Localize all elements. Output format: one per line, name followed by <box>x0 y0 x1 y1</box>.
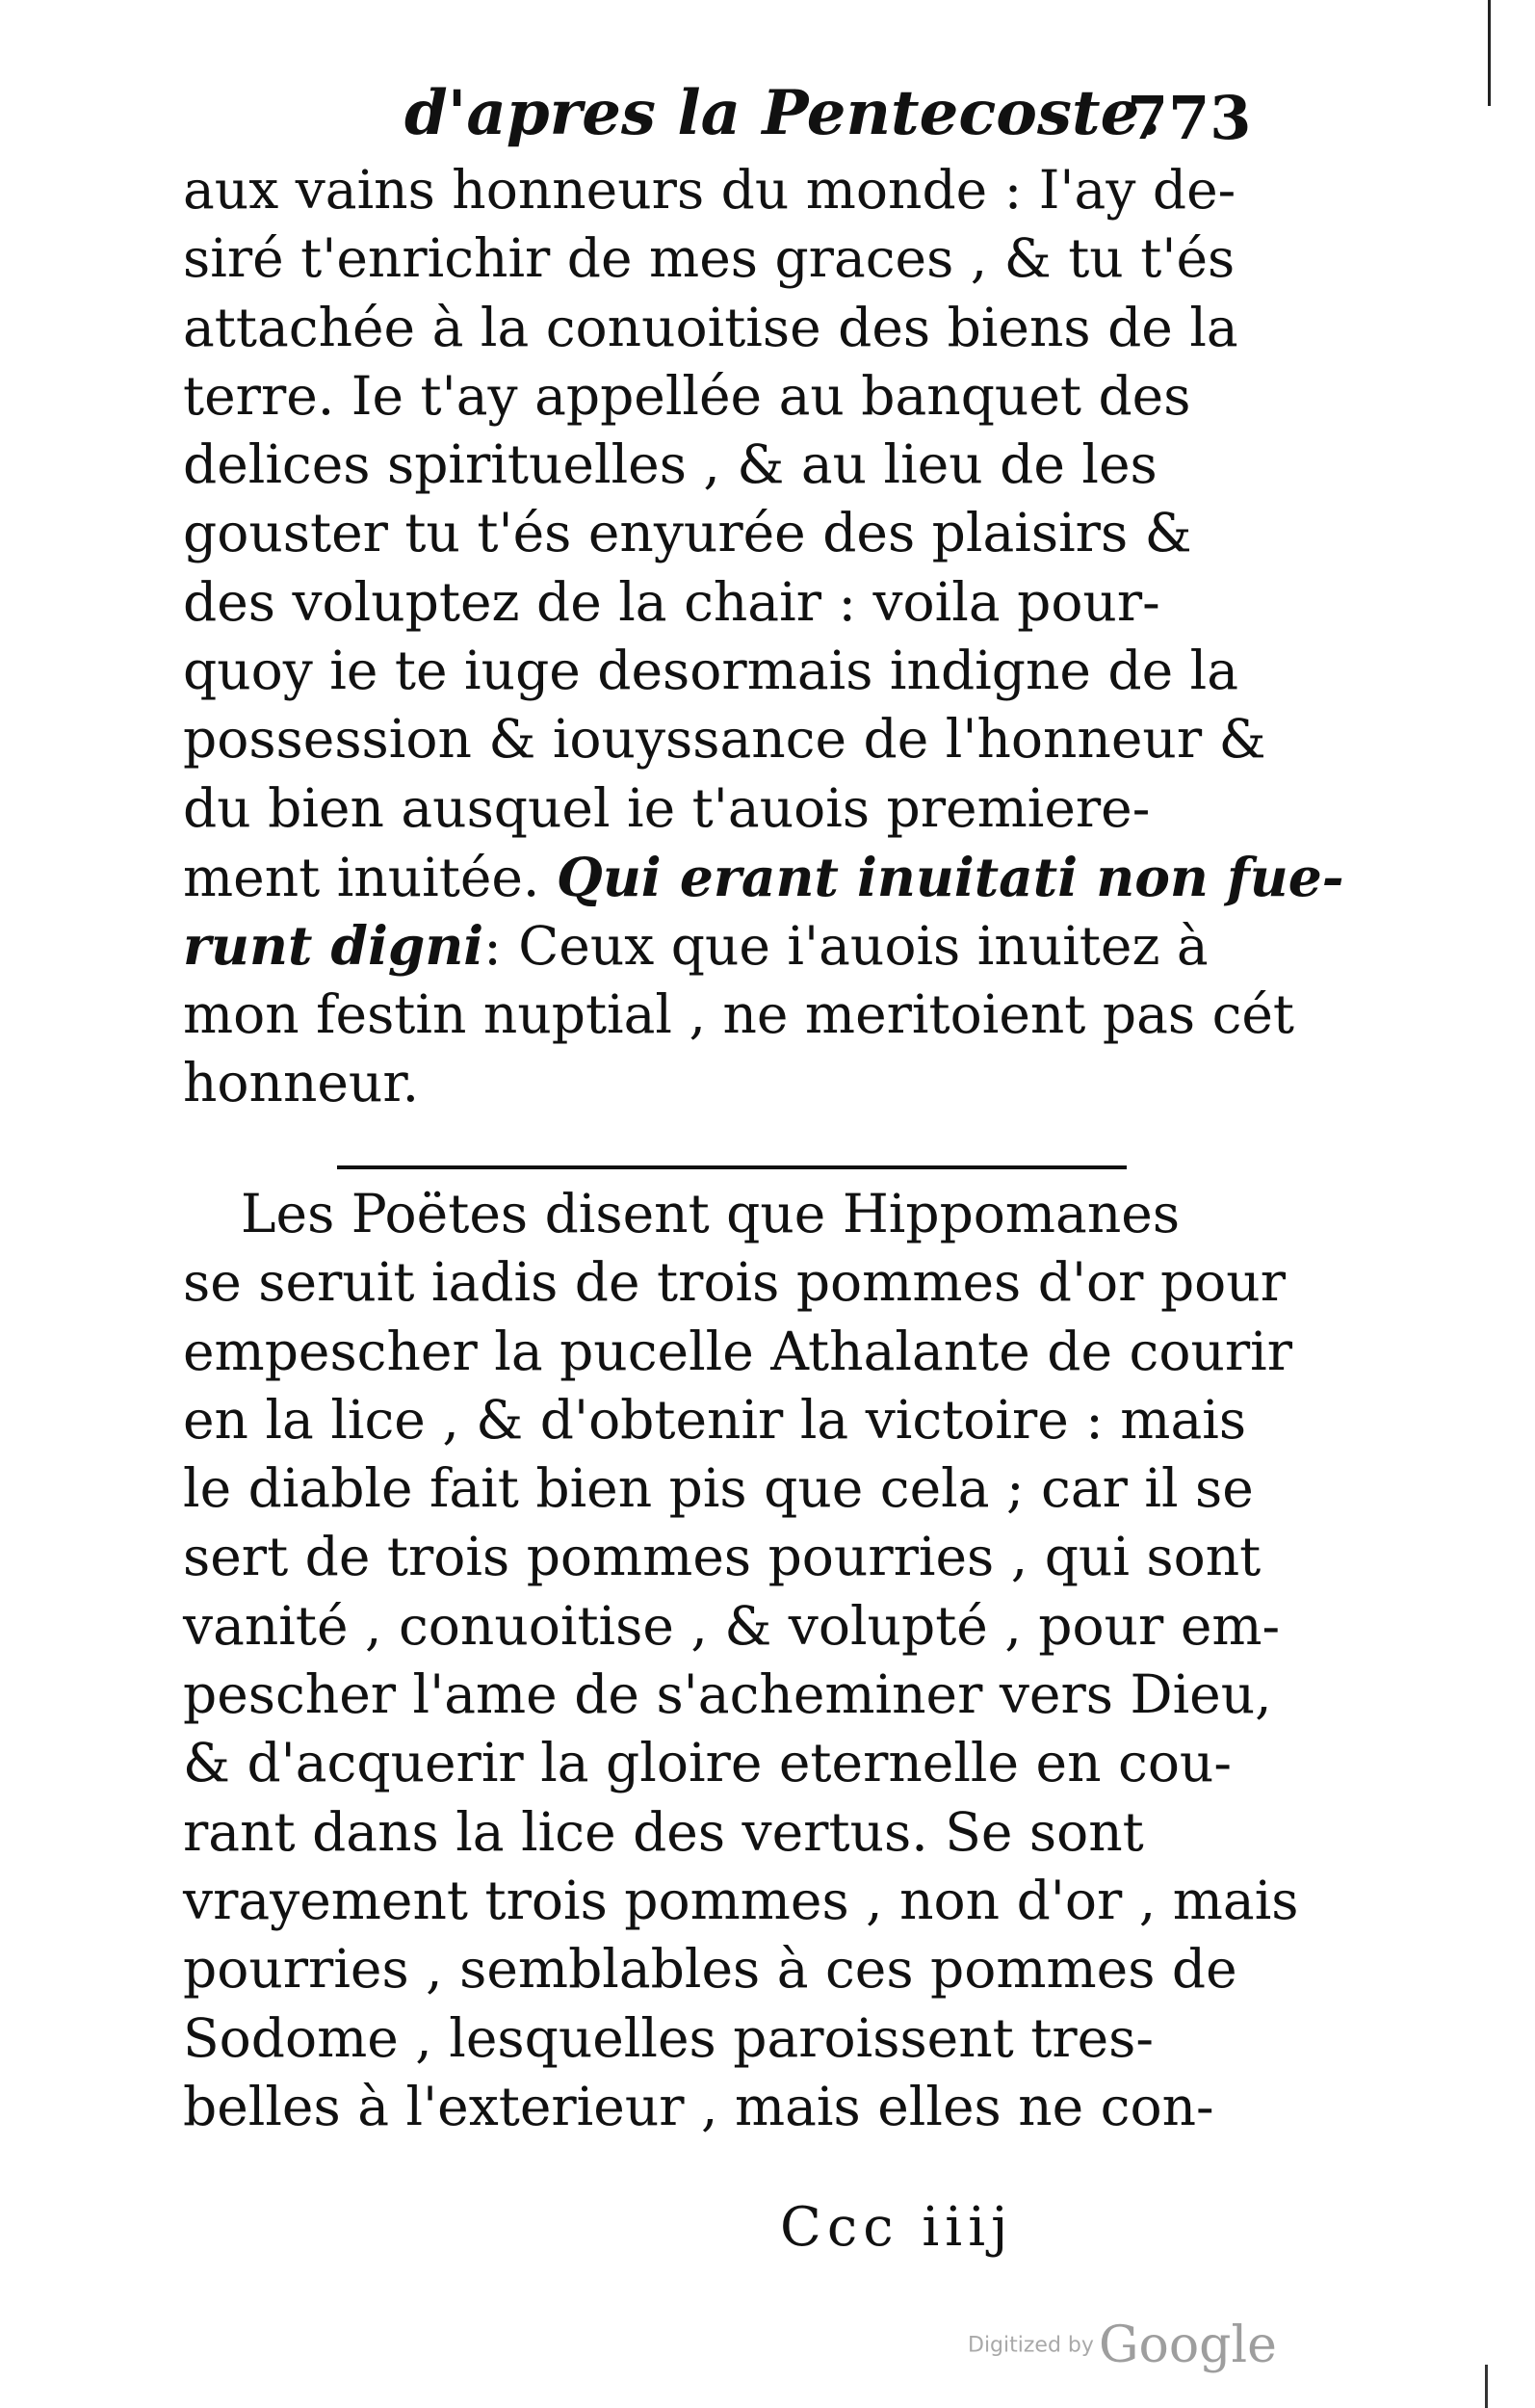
text-line: belles à l'exterieur , mais elles ne con- <box>183 2075 1214 2137</box>
text-line: aux vains honneurs du monde : I'ay de- <box>183 159 1236 221</box>
paragraph <box>183 1180 1299 2141</box>
text-line: se seruit iadis de trois pommes d'or pour <box>183 1251 1286 1314</box>
text-line: en la lice , & d'obtenir la victoire : mais <box>183 1388 1247 1451</box>
text-line: possession & iouyssance de l'honneur & <box>183 708 1266 771</box>
text-line: le diable fait bien pis que cela ; car il se <box>183 1457 1254 1520</box>
text-line <box>183 911 1271 980</box>
text-line: delices spirituelles , & au lieu de les <box>183 433 1158 496</box>
text-line: empescher la pucelle Athalante de courir <box>183 1320 1293 1382</box>
text-line: quoy ie te iuge desormais indigne de la <box>183 640 1239 702</box>
text-line: pourries , semblables à ces pommes de <box>183 1938 1237 2001</box>
text-line: rant dans la lice des vertus. Se sont <box>183 1800 1144 1863</box>
watermark-prefix: Digitized by <box>968 2333 1094 2358</box>
text-segment: : Ceux que i'auois inuitez à <box>483 915 1209 978</box>
paragraph-continued <box>183 156 1344 1117</box>
text-line: attachée à la conuoitise des biens de la <box>183 296 1238 358</box>
text-segment: ment inuitée. <box>183 846 540 908</box>
latin-quotation: Qui erant inuitati non fue- <box>556 845 1344 908</box>
google-logo: Google <box>1099 2316 1277 2374</box>
text-line: Les Poëtes disent que Hippomanes <box>241 1183 1181 1244</box>
text-line: vrayement trois pommes , non d'or , mais <box>183 1869 1299 1931</box>
text-line: sert de trois pommes pourries , qui sont <box>183 1526 1262 1588</box>
text-line <box>183 843 1344 911</box>
text-line: honneur. <box>183 1051 420 1113</box>
text-line: & d'acquerir la gloire eternelle en cou- <box>183 1732 1232 1794</box>
text-line: terre. Ie t'ay appellée au banquet des <box>183 364 1191 427</box>
text-line: pescher l'ame de s'acheminer vers Dieu, <box>183 1663 1272 1726</box>
signature-mark: Ccc iiij <box>780 2196 1014 2259</box>
text-line: mon festin nuptial , ne meritoient pas cét <box>183 982 1295 1045</box>
text-line: du bien ausquel ie t'auois premiere- <box>183 776 1151 839</box>
scan-edge-mark <box>1485 2365 1488 2408</box>
running-header <box>404 77 1252 149</box>
page-number: 773 <box>1127 83 1252 153</box>
text-line: gouster tu t'és enyurée des plaisirs & <box>183 502 1192 564</box>
scan-edge-mark <box>1488 0 1491 106</box>
text-line: Sodome , lesquelles paroissent tres- <box>183 2006 1154 2069</box>
latin-quotation: runt digni <box>183 914 484 978</box>
text-line: siré t'enrichir de mes graces , & tu t'és <box>183 227 1236 290</box>
digitization-watermark <box>968 2316 1277 2374</box>
running-title: d'apres la Pentecoste. <box>404 77 1161 149</box>
section-rule <box>337 1165 1127 1169</box>
text-line: vanité , conuoitise , & volupté , pour em- <box>183 1594 1281 1657</box>
text-line: des voluptez de la chair : voila pour- <box>183 570 1160 633</box>
